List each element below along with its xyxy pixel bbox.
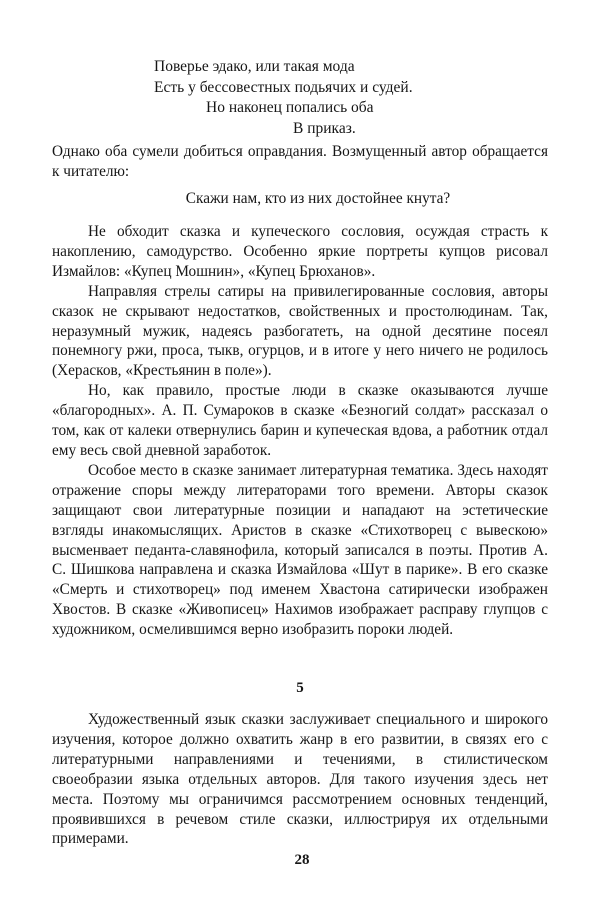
- section-number: 5: [296, 680, 304, 696]
- paragraph: Однако оба сумели добиться оправдания. Возмущенный автор обращается к читателю:: [52, 143, 548, 180]
- verse-quotation: [0, 57, 600, 139]
- page-number: 28: [294, 852, 310, 868]
- prose-block-main: [52, 222, 548, 640]
- prose-block-section-5: [52, 710, 548, 849]
- verse-line: В приказ.: [293, 119, 356, 137]
- paragraph: Художественный язык сказки заслуживает специального и широкого изучения, которое должно охватить жанр в его развитии, в связях его с литературными направлениями и течениями, в стилистическом своеобразии языка отдельных авторов. Для такого изучения здесь нет места. Поэтому мы ограничимся рассмотрением основных тенденций, проявившихся в речевом стиле сказки, иллюстрируя их отдельными примерами.: [52, 711, 548, 848]
- paragraph: Направляя стрелы сатиры на привилегированные сословия, авторы сказок не скрывают недостатков, свойственных и простолюдинам. Так, неразумный мужик, надеясь разбогатеть, на одной десятине посеял понемногу ржи, проса, тыкв, огурцов, и в итоге у него ничего не родилось (Херасков, «Крестьянин в поле»).: [52, 282, 548, 380]
- verse-line: Поверье эдако, или такая мода: [154, 58, 355, 75]
- prose-block-intro: [52, 142, 548, 182]
- paragraph: Особое место в сказке занимает литературная тематика. Здесь находят отражение споры между литераторами того времени. Авторы сказок защищают свои литературные позиции и нападают на эстетические взгляды инакомыслящих. Аристов в сказке «Стихотворец с вывескою» высменвает педанта-славянофила, который записался в поэты. Против А. С. Шишкова направлена и сказка Измайлова «Шут в парике». В его сказке «Смерть и стихотворец» под именем Хвастона сатирически изображен Хвостов. В сказке «Живописец» Нахимов изображает расправу глупцов с художником, осмелившимся верно изобразить пороки людей.: [52, 461, 548, 639]
- verse-line: Но наконец попались оба: [206, 99, 374, 116]
- quoted-line: Скажи нам, кто из них достойнее кнута?: [185, 190, 451, 207]
- verse-line: Есть у бессовестных подьячих и судей.: [154, 78, 413, 96]
- paragraph: Но, как правило, простые люди в сказке оказываются лучше «благородных». А. П. Сумароков в сказке «Безногий солдат» рассказал о том, как от калеки отвернулись барин и купеческая вдова, а работник отдал ему весь свой дневной заработок.: [52, 382, 548, 459]
- paragraph: Не обходит сказка и купеческого сословия, осуждая страсть к накоплению, самодурство. Особенно яркие портреты купцов рисовал Измайлов: «Купец Мошнин», «Купец Брюханов».: [52, 223, 548, 280]
